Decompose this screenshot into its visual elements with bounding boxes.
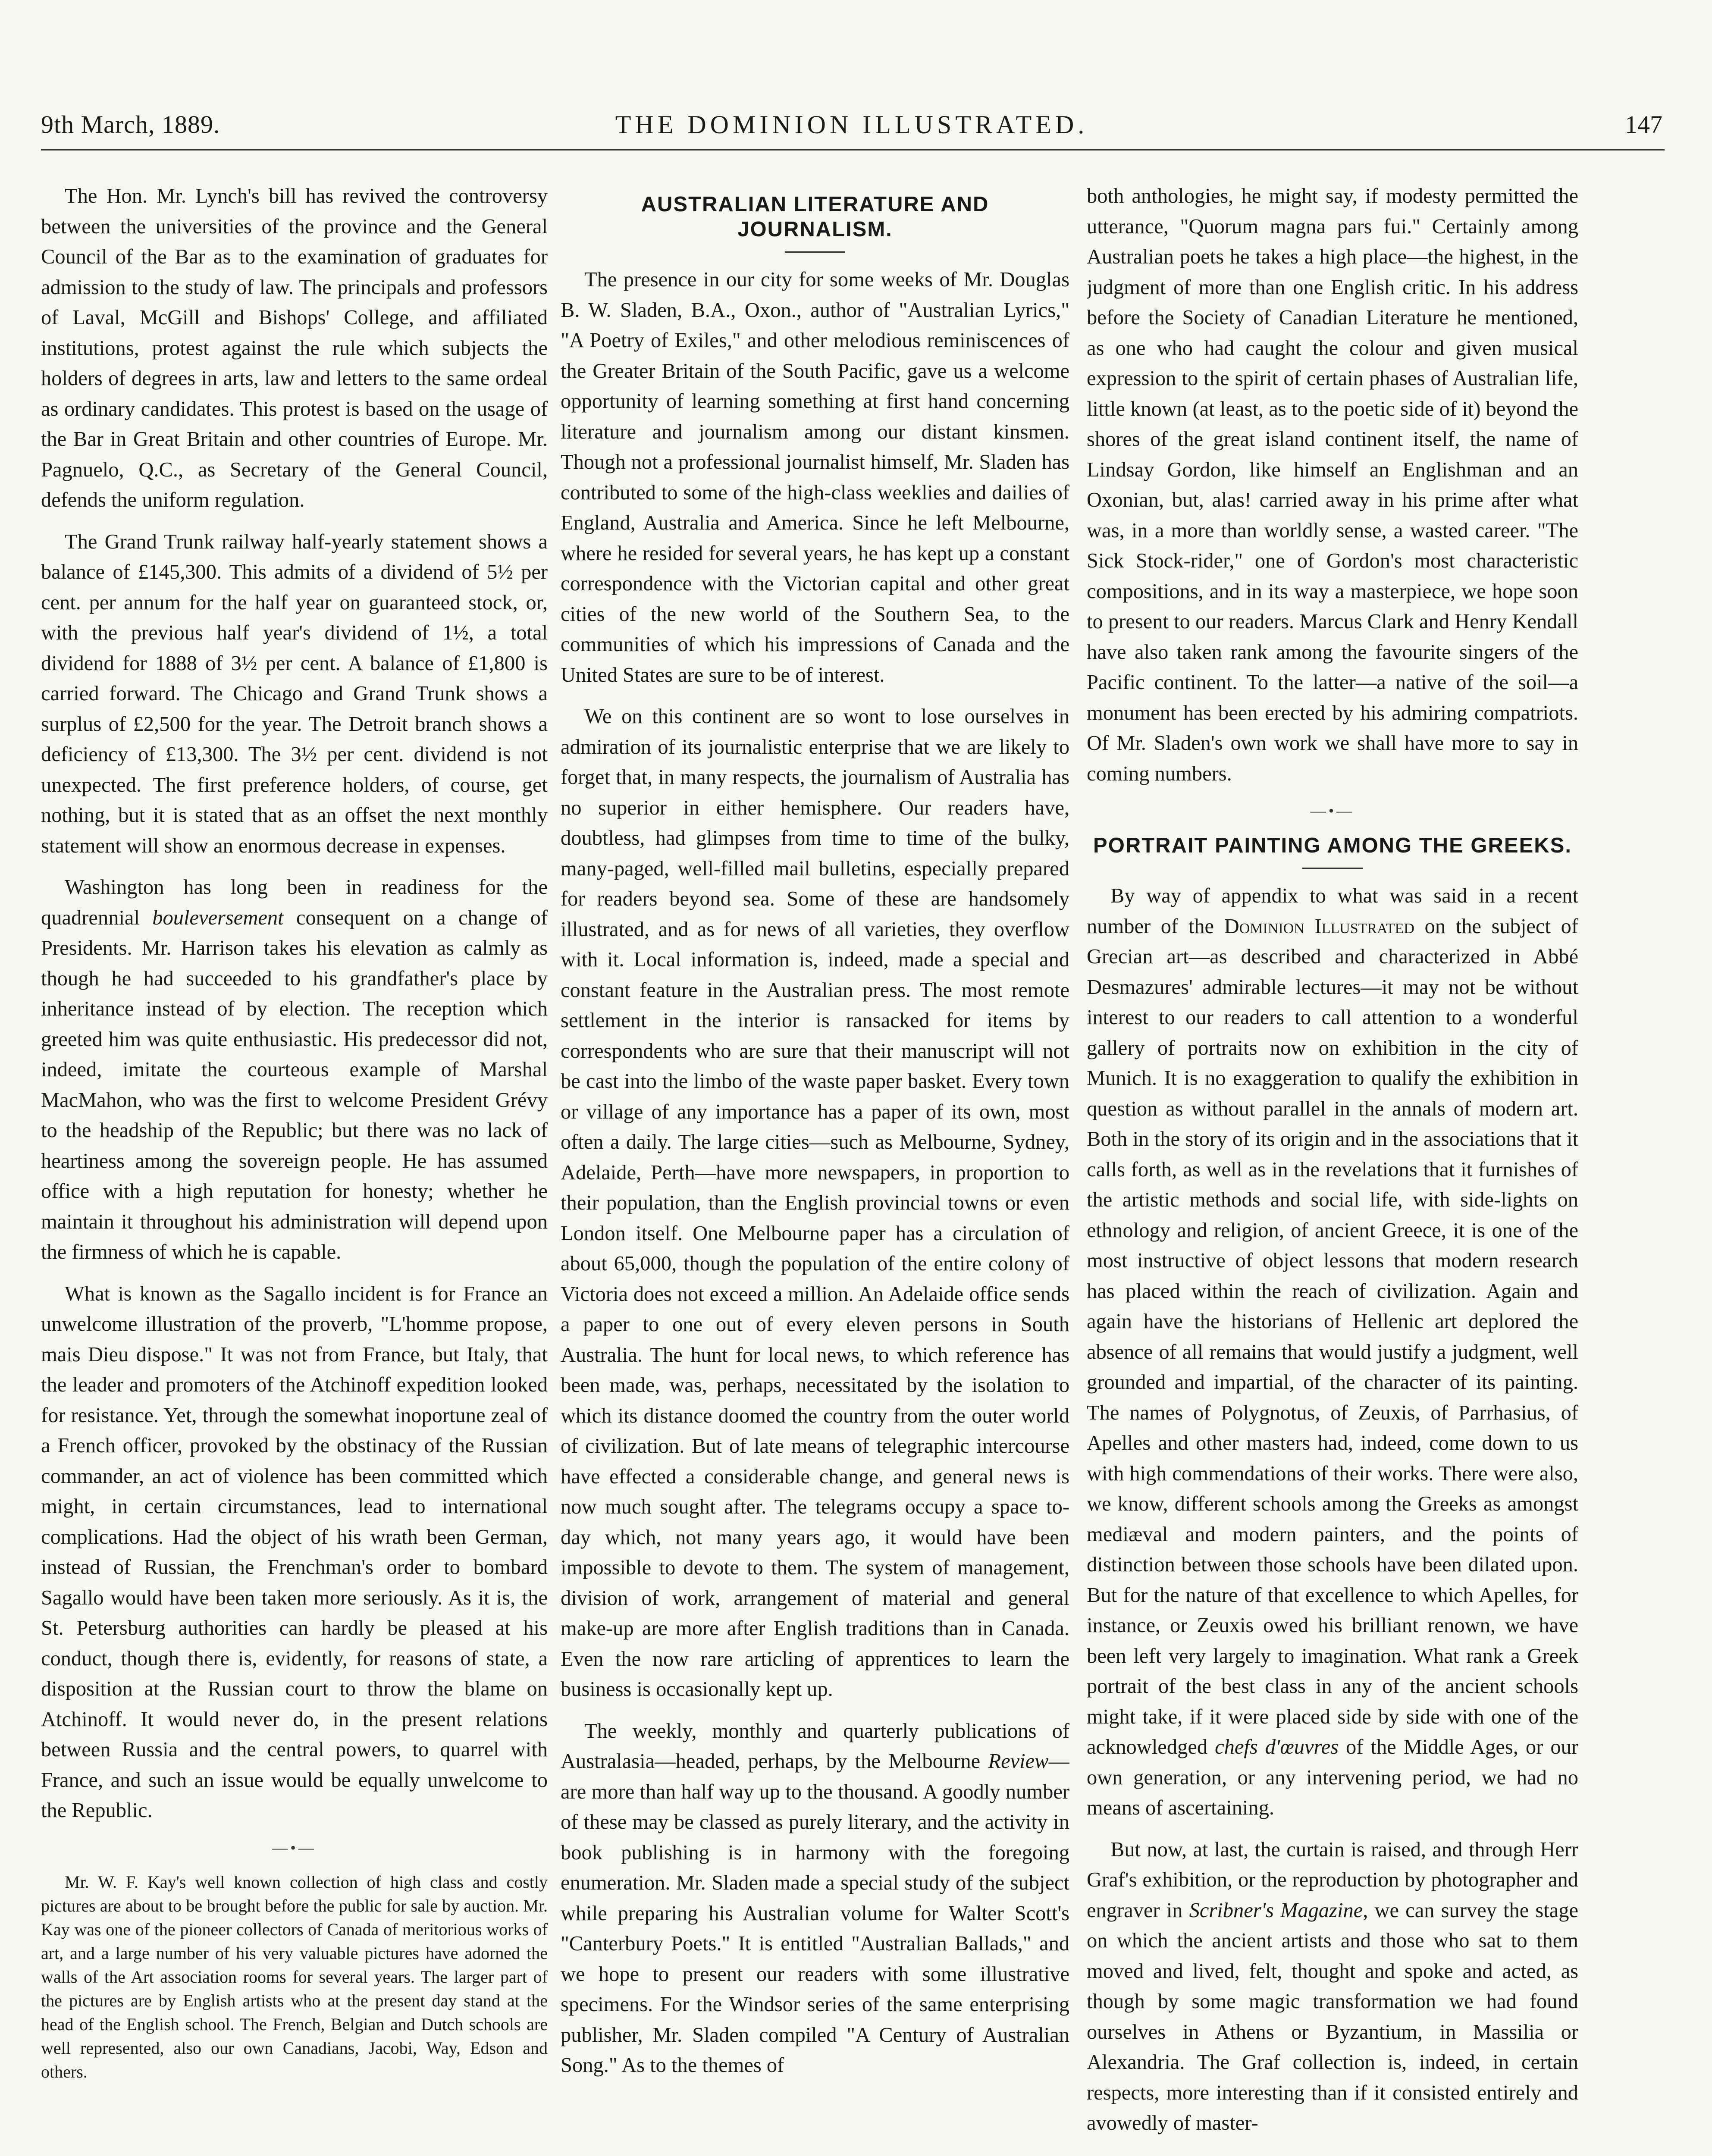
page-number: 147 [1625, 110, 1662, 138]
article-heading-portrait: PORTRAIT PAINTING AMONG THE GREEKS. [1093, 834, 1572, 857]
note-kay-collection: Mr. W. F. Kay's well known collection of high class and costly pictures are about to be brought before the public for sale by auction. Mr. Kay was one of the pioneer collectors of Canada of meritorious works of art, and a large number of his very valuable pictures have adorned the walls of the Art association rooms for several years. The larger part of the pictures are by English artists who at the present day stand at the head of the English school. The French, Belgian and Dutch schools are well represented, also our own Canadians, Jacobi, Way, Edson and others. [41, 1872, 548, 2081]
column-middle [561, 181, 1069, 2156]
text-run: on the subject of Grecian art—as described and characterized in Abbé Desmazures' admirable lectures—it may not be without interest to our readers to call attention to a wonderful gallery of portraits now on exhibition in the city of Munich. It is no exaggeration to qualify the exhibition in question as without parallel in the annals of modern art. Both in the story of its origin and in the associations that it calls forth, as well as in the revelations that it furnishes of the artistic methods and social life, with side-lights on ethnology and religion, of ancient Greece, it is one of the most instructive of object lessons that modern research has placed within the reach of civilization. Again and again have the historians of Hellenic art deplored the absence of all remains that would justify a judgment, well grounded and impartial, of the character of its painting. The names of Polygnotus, of Zeuxis, of Parrhasius, of Apelles and other masters had, indeed, come down to us with high commendations of their works. There were also, we know, different schools among the Greeks as amongst mediæval and modern painters, and the points of distinction between those schools have been dilated upon. But for the nature of that excellence to which Apelles, for instance, or Zeuxis owed his brilliant renown, we have been left very largely to imagination. What rank a Greek portrait of the best class in any of the ancient schools might take, if it were placed side by side with one of the acknowledged [1087, 915, 1578, 1758]
text-run: But now, at last, the curtain is raised, and through Herr Graf's exhibition, or the reproduction by photographer and engraver in [1087, 1838, 1578, 1922]
italic-title: Scribner's Magazine [1189, 1899, 1363, 1922]
paragraph-grand-trunk: The Grand Trunk railway half-yearly statement shows a balance of £145,300. This admits of a dividend of 5½ per cent. per annum for the half year on guaranteed stock, or, with the previous half year's dividend of 1½, a total dividend for 1888 of 3½ per cent. A balance of £1,800 is carried forward. The Chicago and Grand Trunk shows a surplus of £2,500 for the year. The Detroit branch shows a deficiency of £13,300. The 3½ per cent. dividend is not unexpected. The first preference holders, of course, get nothing, but it is stated that as an offset the next monthly statement will show an enormous decrease in expenses. [41, 530, 548, 857]
text-run: The weekly, monthly and quarterly publications of Australasia—headed, perhaps, by the Melbourne [561, 1719, 1069, 1773]
text-run: of the Middle Ages, or our own generation, or any intervening period, we had no means of ascertaining. [1087, 1736, 1578, 1819]
paragraph-sladen: The presence in our city for some weeks of Mr. Douglas B. W. Sladen, B.A., Oxon., author of "Australian Lyrics," "A Poetry of Exiles," and other melodious reminiscences of the Greater Britain of the South Pacific, gave us a welcome opportunity of learning something at first hand concerning literature and journalism among our distant kinsmen. Though not a professional journalist himself, Mr. Sladen has contributed to some of the high-class weeklies and dailies of England, Australia and America. Since he left Melbourne, where he resided for several years, he has kept up a constant correspondence with the Victorian capital and other great cities of the new world of the Southern Sea, to the communities of which his impressions of Canada and the United States are sure to be of interest. [561, 268, 1069, 686]
italic-title: Review [988, 1750, 1049, 1773]
heading-rule [785, 251, 845, 253]
text-run: By way of appendix to what was said in a recent number of the [1087, 884, 1578, 938]
text-run: , we can survey the stage on which the ancient artists and those who sat to them moved and lived, felt, thought and spoke and acted, as though by some magic transformation we had found ourselves in Athens or Byzantium, in Massilia or Alexandria. The Graf collection is, indeed, in certain respects, more interesting than if it consisted entirely and avowedly of master- [1087, 1899, 1578, 2134]
small-caps-title: Dominion Illustrated [1224, 915, 1414, 938]
italic-term: chefs d'œuvres [1215, 1736, 1339, 1758]
italic-term: bouleversement [152, 906, 284, 929]
header-rule [41, 149, 1665, 150]
issue-date: 9th March, 1889. [41, 110, 220, 138]
paragraph-anthologies: both anthologies, he might say, if modesty permitted the utterance, "Quorum magna pars fui." Certainly among Australian poets he takes a high place—the highest, in the judgment of more than one English critic. In his address before the Society of Canadian Literature he mentioned, as one who had caught the colour and given musical expression to the spirit of certain phases of Australian life, little known (at least, as to the poetic side of it) beyond the shores of the great island continent itself, the name of Lindsay Gordon, like himself an Englishman and an Oxonian, but, alas! carried away in his prime after what was, in a more than worldly sense, a wasted career. "The Sick Stock-rider," one of Gordon's most characteristic compositions, and in its way a masterpiece, we hope soon to present to our readers. Marcus Clark and Henry Kendall have also taken rank among the favourite singers of the Pacific continent. To the latter—a native of the soil—a monument has been erected by his admiring compatriots. Of Mr. Sladen's own work we shall have more to say in coming numbers. [1087, 185, 1578, 785]
section-ornament: —•— [272, 1839, 317, 1856]
text-run: Washington has long been in readiness for the quadrennial [41, 876, 548, 929]
page-header [41, 110, 1662, 144]
paragraph-washington [41, 872, 548, 1268]
column-left [41, 181, 548, 2156]
paragraph-appendix [1087, 881, 1578, 1824]
article-heading-australian: AUSTRALIAN LITERATURE AND JOURNALISM. [641, 193, 989, 241]
text-run: —are more than half way up to the thousand. A goodly number of these may be classed as purely literary, and the activity in book publishing is in harmony with the foregoing enumeration. Mr. Sladen made a special study of the subject while preparing his Australian volume for Walter Scott's "Canterbury Poets." It is entitled "Australian Ballads," and we hope to present our readers with some illustrative specimens. For the Windsor series of the same enterprising publisher, Mr. Sladen compiled "A Century of Australian Song." As to the themes of [561, 1750, 1069, 2077]
heading-rule [1302, 868, 1363, 869]
paragraph-lynch-bill: The Hon. Mr. Lynch's bill has revived the controversy between the universities of the province and the General Council of the Bar as to the examination of graduates for admission to the study of law. The principals and professors of Laval, McGill and Bishops' College, and affiliated institutions, protest against the rule which subjects the holders of degrees in arts, law and letters to the same ordeal as ordinary candidates. This protest is based on the usage of the Bar in Great Britain and other countries of Europe. Mr. Pagnuelo, Q.C., as Secretary of the General Council, defends the uniform regulation. [41, 185, 548, 511]
paragraph-publications [561, 1716, 1069, 2081]
paragraph-journalism: We on this continent are so wont to lose ourselves in admiration of its journalistic enterprise that we are likely to forget that, in many respects, the journalism of Australia has no superior in either hemisphere. Our readers have, doubtless, had glimpses from time to time of the bulky, many-paged, well-filled mail bulletins, especially prepared for readers beyond sea. Some of these are handsomely illustrated, and as for news of all varieties, they overflow with it. Local information is, indeed, made a special and constant feature in the Australian press. The most remote settlement in the interior is ransacked for items by correspondents who are sure that their manuscript will not be cast into the limbo of the waste paper basket. Every town or village of any importance has a paper of its own, most often a daily. The large cities—such as Melbourne, Sydney, Adelaide, Perth—have more newspapers, in proportion to their population, than the English provincial towns or even London itself. One Melbourne paper has a circulation of about 65,000, though the population of the entire colony of Victoria does not exceed a million. An Adelaide office sends a paper to one out of every eleven persons in South Australia. The hunt for local news, to which reference has been made, was, perhaps, necessitated by the isolation to which its distance doomed the country from the outer world of civilization. But of late means of telegraphic intercourse have effected a considerable change, and general news is now much sought after. The telegrams occupy a space to-day which, not many years ago, it would have been impossible to devote to them. The system of management, division of work, arrangement of material and general make-up are more after English traditions than in Canada. Even the now rare articling of apprentices to learn the business is occasionally kept up. [561, 705, 1069, 1701]
paragraph-sagallo: What is known as the Sagallo incident is for France an unwelcome illustration of the proverb, "L'homme propose, mais Dieu dispose." It was not from France, but Italy, that the leader and promoters of the Atchinoff expedition looked for resistance. Yet, through the somewhat inoportune zeal of a French officer, provoked by the obstinacy of the Russian commander, an act of violence has been committed which might, in certain circumstances, lead to international complications. Had the object of his wrath been German, instead of Russian, the Frenchman's order to bombard Sagallo would have been taken more seriously. As it is, the St. Petersburg authorities can hardly be pleased at his conduct, though there is, evidently, for reasons of state, a disposition at the Russian court to throw the blame on Atchinoff. It would never do, in the present relations between Russia and the central powers, to quarrel with France, and such an issue would be equally unwelcome to the Republic. [41, 1282, 548, 1822]
paragraph-curtain [1087, 1835, 1578, 2139]
text-run: consequent on a change of Presidents. Mr. Harrison takes his elevation as calmly as though he had succeeded to his grandfather's place by inheritance instead of by election. The reception which greeted him was quite enthusiastic. His predecessor did not, indeed, imitate the courteous example of Marshal MacMahon, who was the first to welcome President Grévy to the headship of the Republic; but there was no lack of heartiness among the sovereign people. He has assumed office with a high reputation for honesty; whether he maintain it throughout his administration will depend upon the firmness of which he is capable. [41, 906, 548, 1263]
column-right [1087, 181, 1578, 2156]
section-ornament: —•— [1310, 802, 1355, 819]
masthead-title: THE DOMINION ILLUSTRATED. [615, 110, 1088, 139]
